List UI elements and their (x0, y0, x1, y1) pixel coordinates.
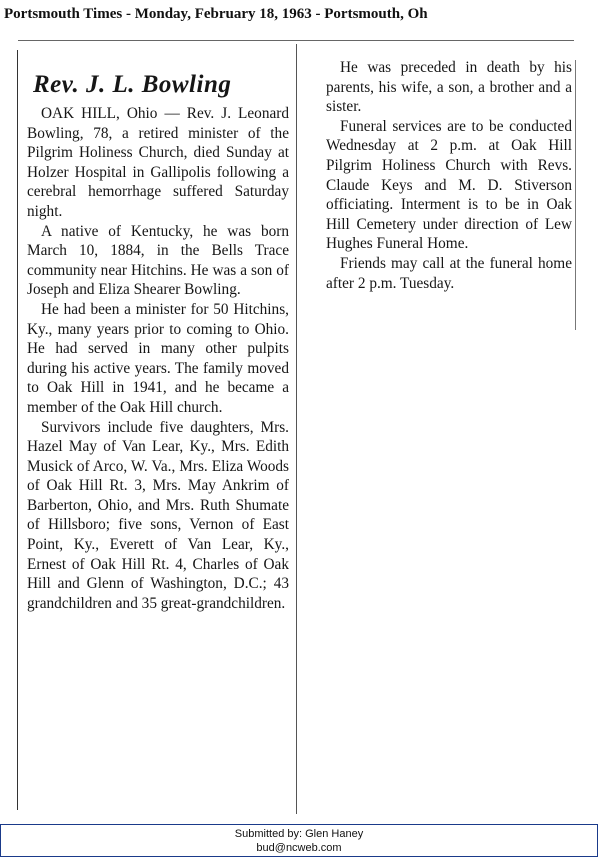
article-paragraph: OAK HILL, Ohio — Rev. J. Leonard Bowling, 78, a retired minister of the Pilgrim Holiness Church, died Sunday at Holzer Hospital in Gallipolis following a cerebral hemorrhage suffered Saturday night. (27, 105, 289, 220)
submitted-by: Submitted by: Glen Haney (234, 828, 364, 840)
column-divider (296, 44, 297, 814)
obituary-right-column (326, 58, 572, 293)
submitter-email[interactable]: bud@ncweb.com (256, 842, 342, 854)
column-top-rule (18, 40, 574, 41)
article-paragraph: Survivors include five daughters, Mrs. Hazel May of Van Lear, Ky., Mrs. Edith Musick of Arco, W. Va., Mrs. Eliza Woods of Oak Hill Rt. 3, Mrs. May Ankrim of Barberton, Ohio, and Mrs. Ruth Shumate of Hillsboro; five sons, Vernon of East Point, Ky., Everett of Van Lear, Ky., Ernest of Oak Hill Rt. 4, Charles of Oak Hill and Glenn of Washington, D.C.; 43 grandchildren and 35 great-grandchildren. (27, 418, 289, 612)
article-paragraph: A native of Kentucky, he was born March 10, 1884, in the Bells Trace community near Hitchins. He was a son of Joseph and Eliza Shearer Bowling. (27, 222, 289, 299)
article-paragraph: Friends may call at the funeral home after 2 p.m. Tuesday. (326, 254, 572, 292)
obituary-headline: Rev. J. L. Bowling (33, 71, 232, 98)
article-paragraph: He was preceded in death by his parents, his wife, a son, a brother and a sister. (326, 59, 572, 116)
article-paragraph: He had been a minister for 50 Hitchins, Ky., many years prior to coming to Ohio. He had served in many other pulpits during his active years. The family moved to Oak Hill in 1941, and he became a member of the Oak Hill church. (27, 300, 289, 416)
obituary-left-column (27, 52, 289, 613)
right-column-edge (575, 60, 576, 330)
newspaper-header: Portsmouth Times - Monday, February 18, 1963 - Portsmouth, Oh (4, 6, 428, 22)
article-paragraph: Funeral services are to be conducted Wednesday at 2 p.m. at Oak Hill Pilgrim Holiness Church with Revs. Claude Keys and M. D. Stiverson officiating. Interment is to be in Oak Hill Cemetery under direction of Lew Hughes Funeral Home. (326, 117, 572, 253)
submission-footer (0, 824, 598, 857)
